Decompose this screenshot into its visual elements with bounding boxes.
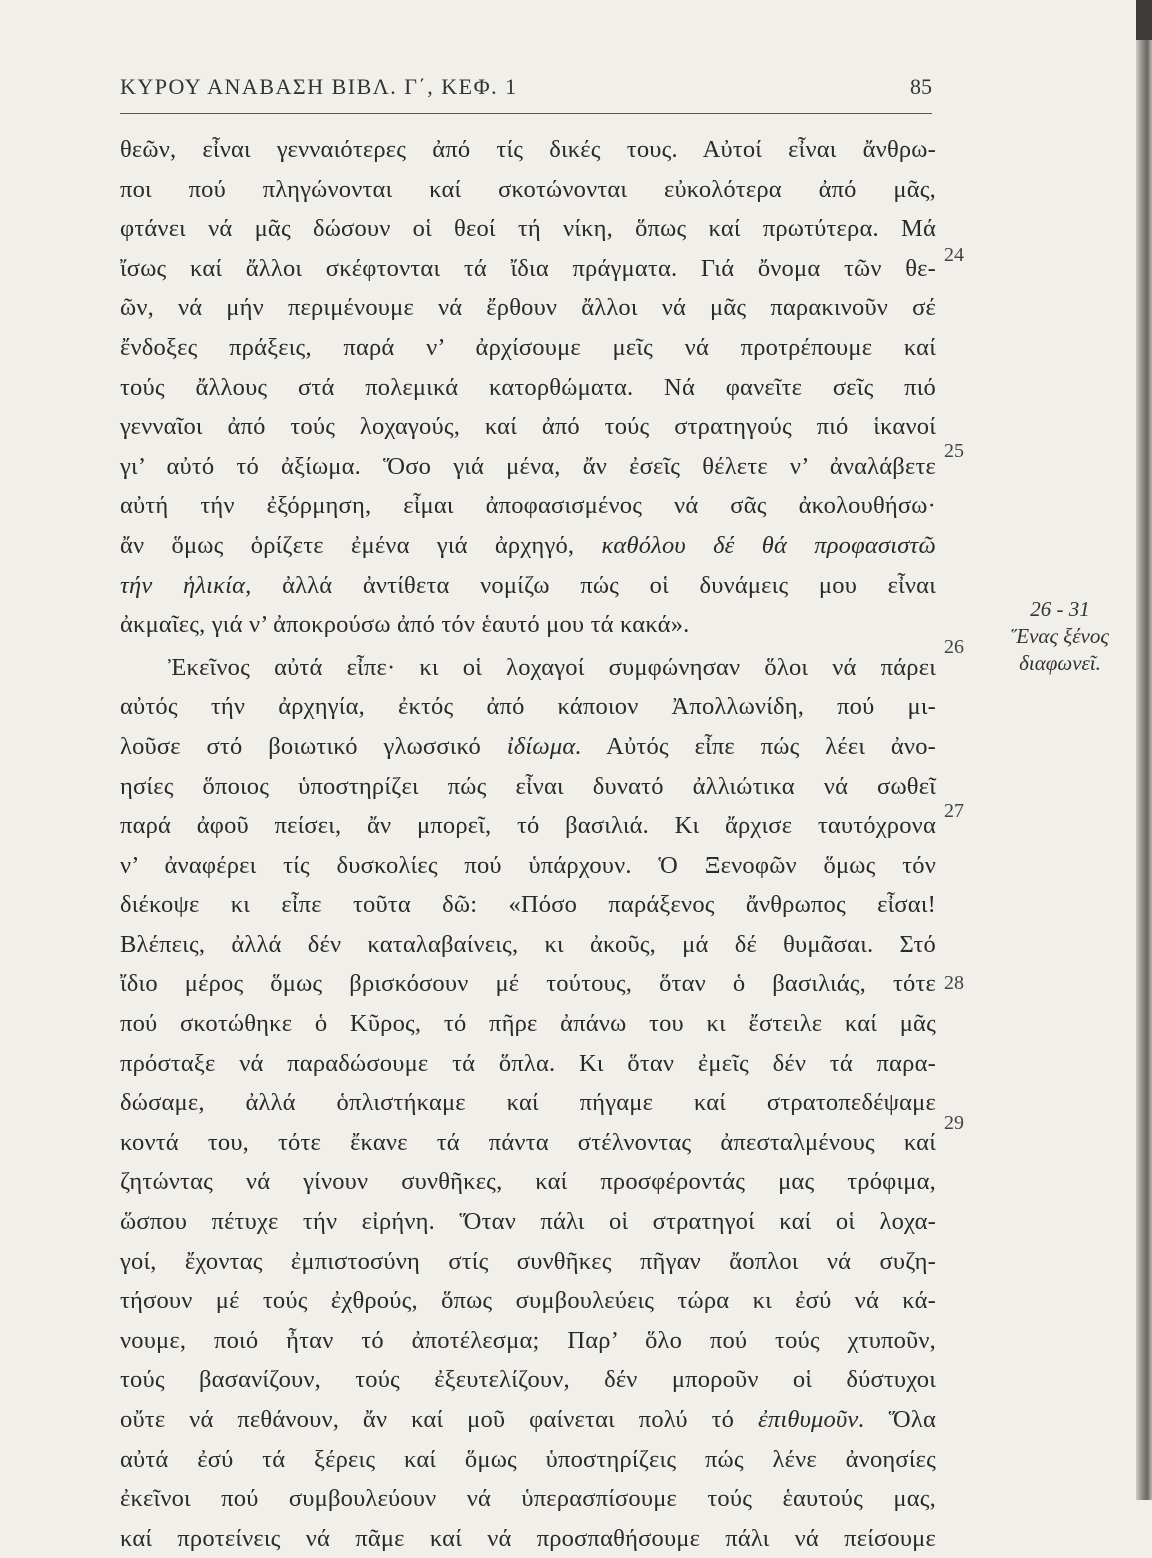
text-line: αὐτός τήν ἀρχηγία, ἐκτός ἀπό κάποιον Ἀπολλωνίδη, πού μι- (120, 693, 936, 721)
text-line: γι’ αὐτό τό ἀξίωμα. Ὅσο γιά μένα, ἄν ἐσεῖς θέλετε ν’ ἀναλάβετε (120, 452, 936, 480)
text-line: καί προτείνεις νά πᾶμε καί νά προσπαθήσουμε πάλι νά πείσουμε (120, 1524, 936, 1552)
section-number-27: 27 (944, 800, 964, 822)
section-number-26: 26 (944, 636, 964, 658)
page-edge (1136, 0, 1152, 1500)
section-number-25: 25 (944, 440, 964, 462)
text-line: παρά ἀφοῦ πείσει, ἄν μπορεῖ, τό βασιλιά. Κι ἄρχισε ταυτόχρονα (120, 812, 936, 840)
text-line: Βλέπεις, ἀλλά δέν καταλαβαίνεις, κι ἀκοῦς, μά δέ θυμᾶσαι. Στό (120, 930, 936, 958)
text-line: γενναῖοι ἀπό τούς λοχαγούς, καί ἀπό τούς στρατηγούς πιό ἱκανοί (120, 413, 936, 441)
section-number-24: 24 (944, 244, 964, 266)
marginal-note-range: 26 - 31 (1030, 597, 1090, 621)
page-number: 85 (910, 74, 932, 99)
text-line: ησίες ὅποιος ὑποστηρίζει πώς εἶναι δυνατό ἀλλιώτικα νά σωθεῖ (120, 772, 936, 800)
text-line: τούς ἄλλους στά πολεμικά κατορθώματα. Νά φανεῖτε σεῖς πιό (120, 373, 936, 401)
text-line: τήν ἡλικία, ἀλλά ἀντίθετα νομίζω πώς οἱ δυνάμεις μου εἶναι (120, 571, 937, 599)
text-line: γοί, ἔχοντας ἐμπιστοσύνη στίς συνθῆκες πῆγαν ἄοπλοι νά συζη- (120, 1247, 936, 1275)
text-line: τούς βασανίζουν, τούς ἐξευτελίζουν, δέν μποροῦν οἱ δύστυχοι (120, 1366, 936, 1394)
text-line: ῶν, νά μήν περιμένουμε νά ἔρθουν ἄλλοι νά μᾶς παρακινοῦν σέ (120, 294, 936, 322)
text-line: πρόσταξε νά παραδώσουμε τά ὅπλα. Κι ὅταν ἐμεῖς δέν τά παρα- (120, 1049, 936, 1077)
text-line: οὔτε νά πεθάνουν, ἄν καί μοῦ φαίνεται πολύ τό ἐπιθυμοῦν. Ὅλα (120, 1406, 937, 1433)
marginal-note-line-2: διαφωνεῖ. (1019, 651, 1101, 675)
text-line: ποι πού πληγώνονται καί σκοτώνονται εὐκολότερα ἀπό μᾶς, (120, 175, 936, 203)
text-line: φτάνει νά μᾶς δώσουν οἱ θεοί τή νίκη, ὅπως καί πρωτύτερα. Μά (120, 215, 936, 243)
section-number-29: 29 (944, 1112, 964, 1134)
text-line: διέκοψε κι εἶπε τοῦτα δῶ: «Πόσο παράξενος ἄνθρωπος εἶσαι! (120, 891, 936, 919)
text-line: Ἐκεῖνος αὐτά εἶπε· κι οἱ λοχαγοί συμφώνησαν ὅλοι νά πάρει (168, 653, 936, 681)
text-line: πού σκοτώθηκε ὁ Κῦρος, τό πῆρε ἀπάνω του κι ἔστειλε καί μᾶς (120, 1010, 936, 1038)
text-line: ν’ ἀναφέρει τίς δυσκολίες πού ὑπάρχουν. Ὁ Ξενοφῶν ὅμως τόν (120, 851, 936, 879)
marginal-note-line-1: Ἕνας ξένος (1011, 624, 1109, 648)
text-line: ἀκμαῖες, γιά ν’ ἀποκρούσω ἀπό τόν ἑαυτό μου τά κακά». (120, 611, 690, 639)
text-line: αὐτά ἐσύ τά ξέρεις καί ὅμως ὑποστηρίζεις πώς λένε ἀνοησίες (120, 1445, 936, 1473)
page-edge-shadow (1136, 0, 1152, 40)
text-line: δώσαμε, ἀλλά ὁπλιστήκαμε καί πήγαμε καί στρατοπεδέψαμε (120, 1089, 936, 1117)
body-text (120, 130, 936, 1558)
text-line: λοῦσε στό βοιωτικό γλωσσικό ἰδίωμα. Αὐτός εἶπε πώς λέει ἀνο- (120, 732, 937, 760)
text-line: ἔνδοξες πράξεις, παρά ν’ ἀρχίσουμε μεῖς νά προτρέπουμε καί (120, 333, 936, 361)
header-rule (120, 113, 932, 114)
text-line: ἄν ὅμως ὁρίζετε ἐμένα γιά ἀρχηγό, καθόλου δέ θά προφασιστῶ (120, 531, 936, 559)
marginal-note (970, 596, 1150, 677)
text-line: νουμε, ποιό ἦταν τό ἀποτέλεσμα; Παρ’ ὅλο πού τούς χτυποῦν, (120, 1326, 936, 1354)
text-line: ὥσπου πέτυχε τήν εἰρήνη. Ὅταν πάλι οἱ στρατηγοί καί οἱ λοχα- (120, 1208, 936, 1236)
text-line: ἴσως καί ἄλλοι σκέφτονται τά ἴδια πράγματα. Γιά ὄνομα τῶν θε- (120, 254, 936, 282)
running-title: ΚΥΡΟΥ ΑΝΑΒΑΣΗ ΒΙΒΛ. Γ΄, ΚΕΦ. 1 (120, 74, 518, 99)
text-line: τήσουν μέ τούς ἐχθρούς, ὅπως συμβουλεύεις τώρα κι ἐσύ νά κά- (120, 1287, 936, 1315)
section-number-28: 28 (944, 972, 964, 994)
text-line: θεῶν, εἶναι γενναιότερες ἀπό τίς δικές τους. Αὐτοί εἶναι ἄνθρω- (120, 136, 936, 163)
text-line: κοντά του, τότε ἔκανε τά πάντα στέλνοντας ἀπεσταλμένους καί (120, 1128, 936, 1156)
text-line: ἴδιο μέρος ὅμως βρισκόσουν μέ τούτους, ὅταν ὁ βασιλιάς, τότε (120, 970, 936, 998)
running-head (120, 74, 932, 104)
text-line: ἐκεῖνοι πού συμβουλεύουν νά ὑπερασπίσουμε τούς ἑαυτούς μας, (120, 1485, 936, 1513)
text-line: αὐτή τήν ἐξόρμηση, εἶμαι ἀποφασισμένος νά σᾶς ἀκολουθήσω· (120, 492, 936, 520)
text-line: ζητώντας νά γίνουν συνθῆκες, καί προσφέροντάς μας τρόφιμα, (120, 1168, 936, 1196)
